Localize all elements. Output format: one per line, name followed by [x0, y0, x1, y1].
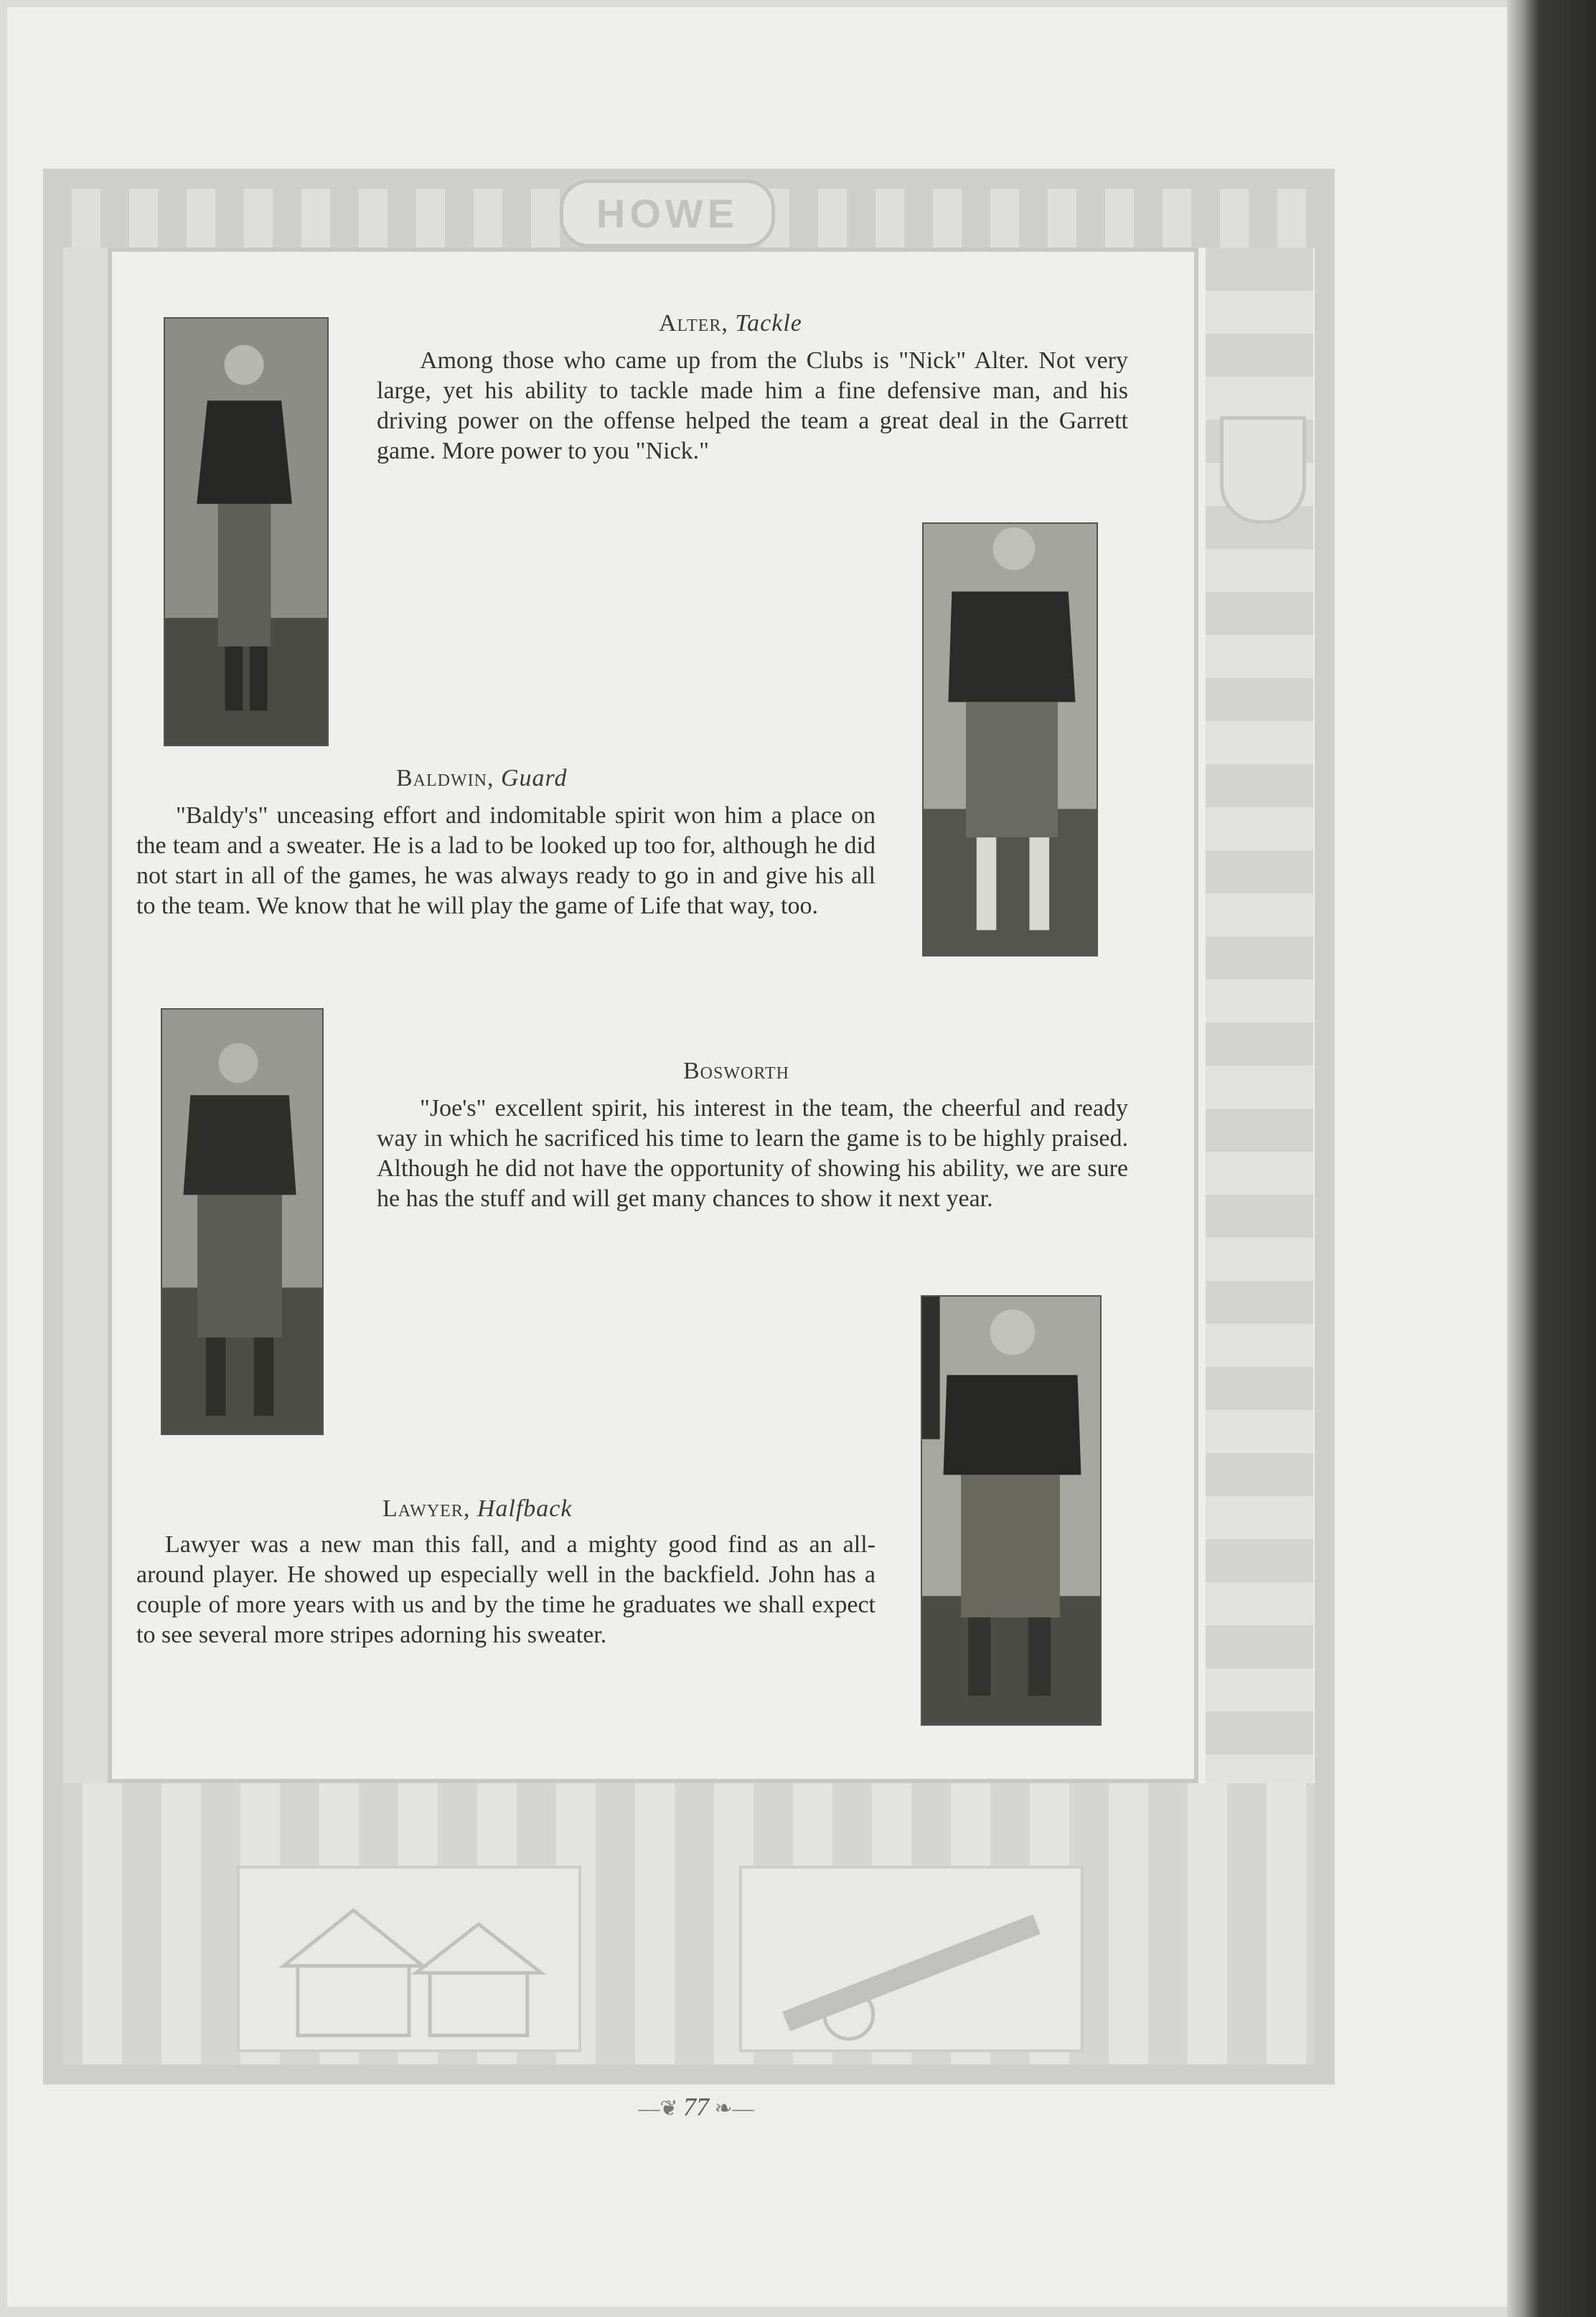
entry-text-alter: Among those who came up from the Clubs is "Nick" Alter. Not very large, yet his ability to tackle made him a fine defensive man, and his driving power on the offense helped the team a great deal in the Garrett game. More power to you "Nick."	[377, 347, 1128, 464]
ornament-left-icon: —❦	[638, 2097, 683, 2120]
entry-heading-alter	[659, 310, 802, 337]
ornament-right-icon: ❧—	[709, 2097, 754, 2120]
entry-heading-bosworth	[683, 1058, 789, 1085]
entry-name: Bosworth	[683, 1058, 789, 1084]
entry-position: Guard	[500, 765, 568, 791]
entry-text-bosworth: "Joe's" excellent spirit, his interest in the team, the cheerful and ready way in which he sacrificed his time to learn the game is to be highly praised. Although he did not have the opportunity of showing his ability, we are sure he has the stuff and will get many chances to show it next year.	[377, 1095, 1128, 1212]
entry-name: Baldwin,	[396, 765, 494, 791]
entry-name: Lawyer,	[382, 1495, 471, 1522]
entry-heading-lawyer	[382, 1495, 572, 1523]
howe-logo: HOWE	[560, 179, 775, 248]
player-photo-alter	[164, 317, 329, 746]
page-number-value: 77	[683, 2092, 709, 2121]
entry-name: Alter,	[659, 310, 728, 337]
entry-position: Halfback	[477, 1495, 573, 1522]
entry-text-baldwin: "Baldy's" unceasing effort and indomitable spirit won him a place on the team and a sweater. He is a lad to be looked up too for, although he did not start in all of the games, he was always ready to go in and give his all to the team. We know that he will play the game of Life that way, too.	[136, 802, 876, 919]
player-photo-bosworth	[161, 1008, 324, 1435]
crest-shield-icon	[1220, 416, 1306, 524]
entry-text-lawyer: Lawyer was a new man this fall, and a mighty good find as an all-around player. He showed up especially well in the backfield. John has a couple of more years with us and by the time he graduates we shall expect to see several more stripes adorning his sweater.	[136, 1531, 876, 1648]
entry-position: Tackle	[735, 310, 802, 337]
book-spine	[1507, 0, 1596, 2317]
player-photo-lawyer	[921, 1295, 1102, 1726]
page-number	[624, 2092, 768, 2122]
entry-heading-baldwin	[396, 765, 568, 792]
player-photo-baldwin	[922, 522, 1098, 957]
